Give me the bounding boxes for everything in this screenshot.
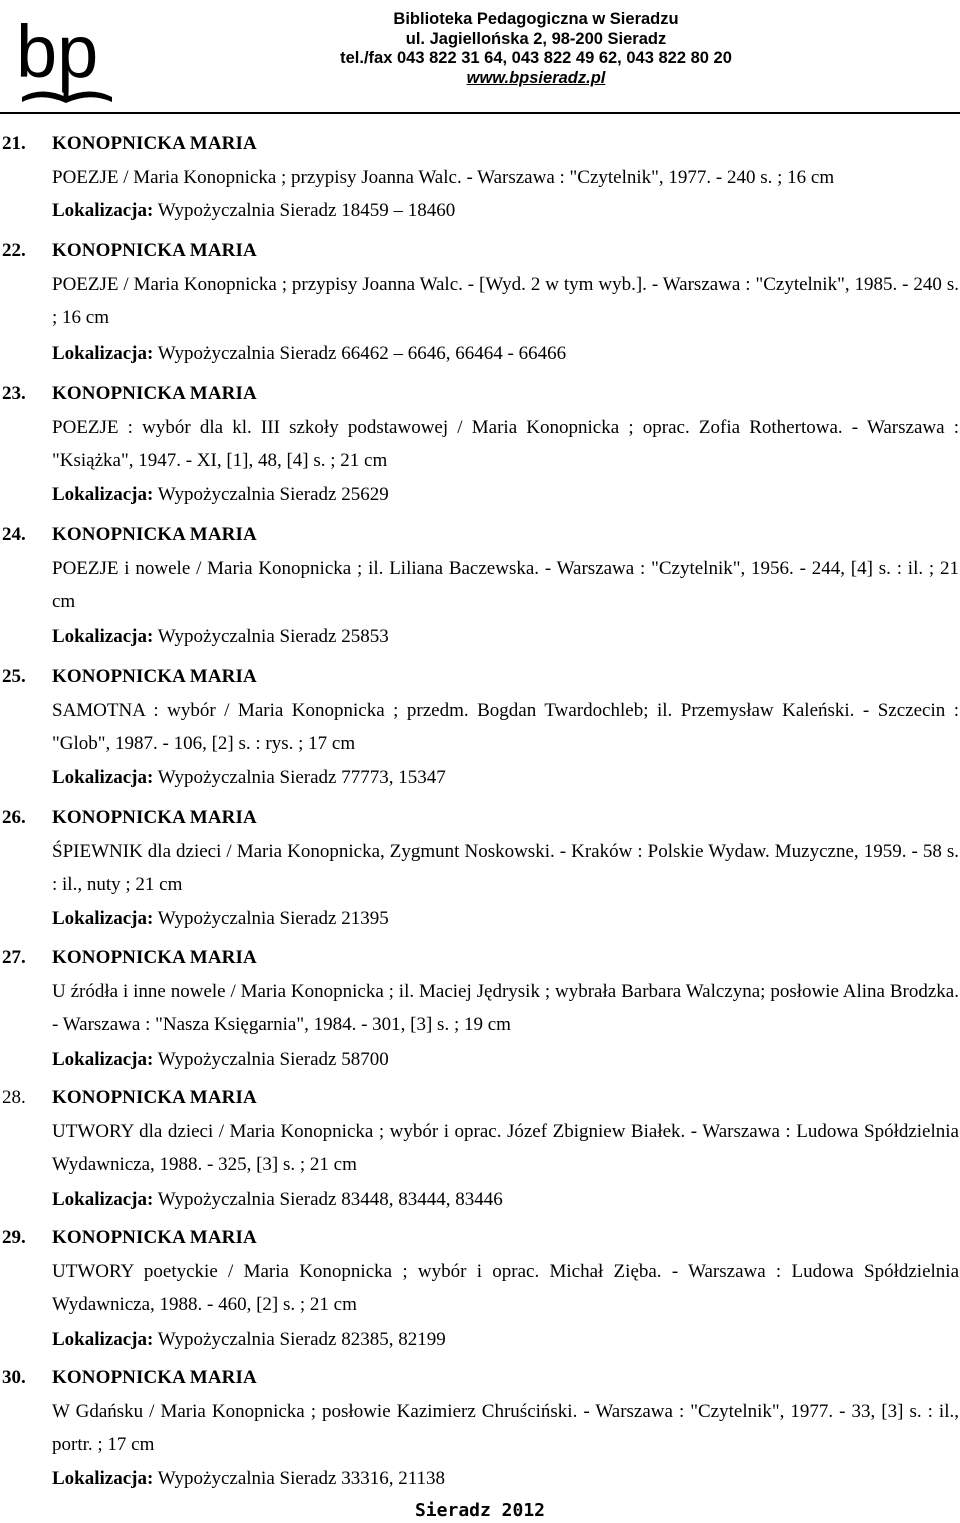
entry-author: KONOPNICKA MARIA xyxy=(52,133,257,154)
library-logo-icon xyxy=(8,2,128,112)
entry-description: U źródła i inne nowele / Maria Konopnicka ; il. Maciej Jędrysik ; wybrała Barbara Walczyna; posłowie Alina Brodzka. - Warszawa : "Nasza Księgarnia", 1984. - 301, [3] s. ; 19 cm xyxy=(52,981,959,1035)
entry-number: 26. xyxy=(2,807,26,828)
entry-author: KONOPNICKA MARIA xyxy=(52,1087,257,1108)
entry-author: KONOPNICKA MARIA xyxy=(52,947,257,968)
entry-location xyxy=(52,1468,445,1490)
location-label: Lokalizacja: xyxy=(52,626,154,647)
entry-location xyxy=(52,1329,446,1351)
location-value: Wypożyczalnia Sieradz 25853 xyxy=(157,626,389,647)
location-label: Lokalizacja: xyxy=(52,1468,154,1489)
entry-description: ŚPIEWNIK dla dzieci / Maria Konopnicka, Zygmunt Noskowski. - Kraków : Polskie Wydaw. Muzyczne, 1959. - 58 s. : il., nuty ; 21 cm xyxy=(52,841,959,895)
location-value: Wypożyczalnia Sieradz 58700 xyxy=(157,1049,389,1070)
entry-location xyxy=(52,1049,389,1071)
entry-description: POEZJE i nowele / Maria Konopnicka ; il. Liliana Baczewska. - Warszawa : "Czytelnik", 1956. - 244, [4] s. : il. ; 21 cm xyxy=(52,558,959,612)
location-label: Lokalizacja: xyxy=(52,767,154,788)
location-value: Wypożyczalnia Sieradz 33316, 21138 xyxy=(157,1468,446,1489)
entry-number: 27. xyxy=(2,947,26,968)
entry-location xyxy=(52,343,566,365)
entry-number: 30. xyxy=(2,1367,26,1388)
entry-description: POEZJE : wybór dla kl. III szkoły podstawowej / Maria Konopnicka ; oprac. Zofia Rothertowa. - Warszawa : "Książka", 1947. - XI, [1], 48, [4] s. ; 21 cm xyxy=(52,417,959,471)
library-name: Biblioteka Pedagogiczna w Sieradzu xyxy=(393,10,679,28)
entry-location xyxy=(52,484,389,506)
library-website-link[interactable]: www.bpsieradz.pl xyxy=(466,68,606,87)
entry-author: KONOPNICKA MARIA xyxy=(52,524,257,545)
entry-description: SAMOTNA : wybór / Maria Konopnicka ; przedm. Bogdan Twardochleb; il. Przemysław Kaleński. - Szczecin : "Glob", 1987. - 106, [2] s. : rys. ; 17 cm xyxy=(52,700,959,754)
location-value: Wypożyczalnia Sieradz 18459 – 18460 xyxy=(157,200,456,221)
entry-number: 25. xyxy=(2,666,26,687)
location-value: Wypożyczalnia Sieradz 66462 – 6646, 66464 - 66466 xyxy=(157,343,567,364)
entry-author: KONOPNICKA MARIA xyxy=(52,807,257,828)
location-label: Lokalizacja: xyxy=(52,484,154,505)
location-value: Wypożyczalnia Sieradz 83448, 83444, 83446 xyxy=(157,1189,503,1210)
svg-text:bp: bp xyxy=(16,10,99,93)
entry-description: W Gdańsku / Maria Konopnicka ; posłowie Kazimierz Chruściński. - Warszawa : "Czytelnik", 1977. - 33, [3] s. : il., portr. ; 17 cm xyxy=(52,1401,959,1455)
entry-description: UTWORY dla dzieci / Maria Konopnicka ; wybór i oprac. Józef Zbigniew Białek. - Warszawa : Ludowa Spółdzielnia Wydawnicza, 1988. - 325, [3] s. ; 21 cm xyxy=(52,1121,959,1175)
entry-number: 23. xyxy=(2,383,26,404)
location-label: Lokalizacja: xyxy=(52,1049,154,1070)
entry-number: 21. xyxy=(2,133,26,154)
entry-location xyxy=(52,767,446,789)
entry-author: KONOPNICKA MARIA xyxy=(52,383,257,404)
location-value: Wypożyczalnia Sieradz 82385, 82199 xyxy=(157,1329,446,1350)
location-value: Wypożyczalnia Sieradz 77773, 15347 xyxy=(157,767,446,788)
entry-description: POEZJE / Maria Konopnicka ; przypisy Joanna Walc. - Warszawa : "Czytelnik", 1977. - 240 s. ; 16 cm xyxy=(52,167,835,188)
library-address: ul. Jagiellońska 2, 98-200 Sieradz xyxy=(405,29,667,48)
entry-location xyxy=(52,200,455,222)
entry-number: 29. xyxy=(2,1227,26,1248)
entry-number: 28. xyxy=(2,1087,26,1108)
location-label: Lokalizacja: xyxy=(52,908,154,929)
location-value: Wypożyczalnia Sieradz 25629 xyxy=(157,484,389,505)
location-label: Lokalizacja: xyxy=(52,1329,154,1350)
entry-author: KONOPNICKA MARIA xyxy=(52,1227,257,1248)
location-value: Wypożyczalnia Sieradz 21395 xyxy=(157,908,389,929)
location-label: Lokalizacja: xyxy=(52,1189,154,1210)
entry-location xyxy=(52,1189,503,1211)
entry-author: KONOPNICKA MARIA xyxy=(52,666,257,687)
library-contact-block xyxy=(305,10,767,88)
header-divider xyxy=(0,112,960,114)
entry-description: POEZJE / Maria Konopnicka ; przypisy Joanna Walc. - [Wyd. 2 w tym wyb.]. - Warszawa : "Czytelnik", 1985. - 240 s. ; 16 cm xyxy=(52,274,959,328)
entry-number: 24. xyxy=(2,524,26,545)
location-label: Lokalizacja: xyxy=(52,200,154,221)
entry-author: KONOPNICKA MARIA xyxy=(52,1367,257,1388)
page-header xyxy=(0,0,960,110)
entry-location xyxy=(52,626,389,648)
entry-description: UTWORY poetyckie / Maria Konopnicka ; wybór i oprac. Michał Zięba. - Warszawa : Ludowa Spółdzielnia Wydawnicza, 1988. - 460, [2] s. ; 21 cm xyxy=(52,1261,959,1315)
library-phone: tel./fax 043 822 31 64, 043 822 49 62, 043 822 80 20 xyxy=(340,49,732,67)
entry-location xyxy=(52,908,389,930)
entry-author: KONOPNICKA MARIA xyxy=(52,240,257,261)
location-label: Lokalizacja: xyxy=(52,343,154,364)
page-footer: Sieradz 2012 xyxy=(414,1500,546,1521)
entry-number: 22. xyxy=(2,240,26,261)
